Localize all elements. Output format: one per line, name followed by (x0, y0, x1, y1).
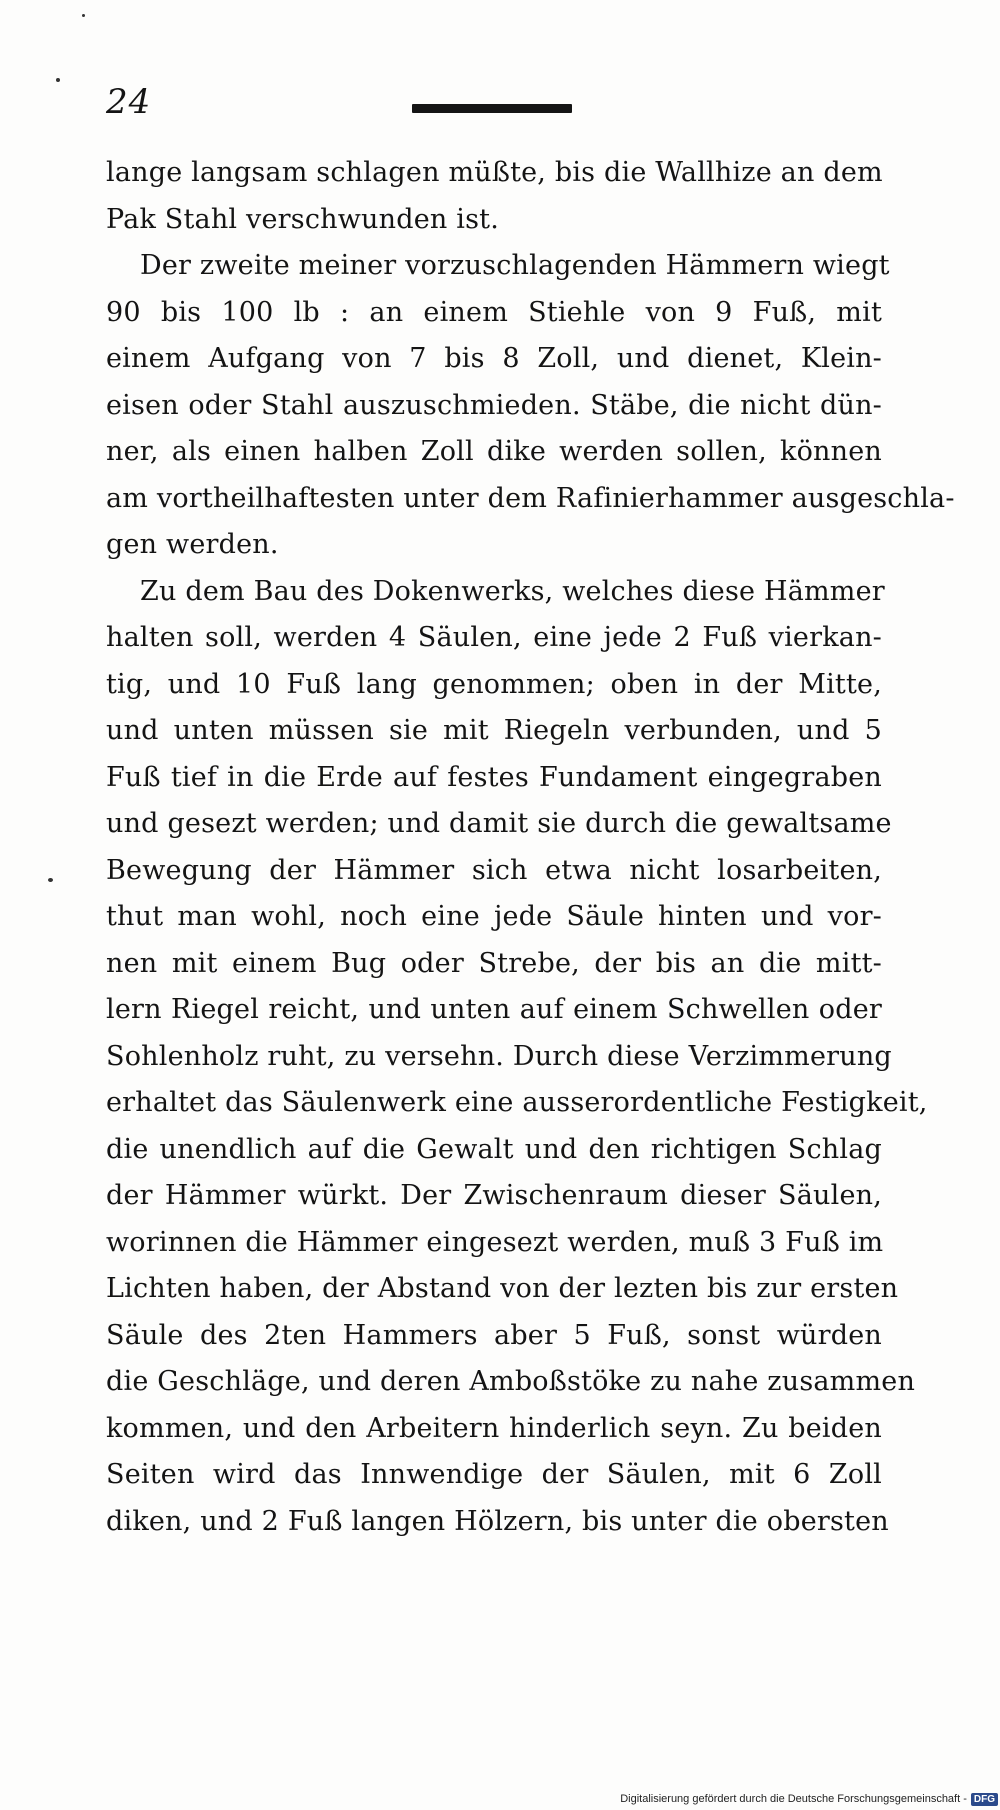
text-line: eisen oder Stahl auszuschmieden. Stäbe, die nicht dün- (106, 389, 882, 421)
text-line: die unendlich auf die Gewalt und den richtigen Schlag (106, 1133, 882, 1165)
dfg-logo: DFG (971, 1793, 998, 1806)
text-line: Lichten haben, der Abstand von der lezten bis zur ersten (106, 1273, 899, 1304)
text-line: Der zweite meiner vorzuschlagenden Hämmern wiegt (140, 250, 890, 281)
text-line: Sohlenholz ruht, zu versehn. Durch diese Verzimmerung (106, 1040, 892, 1072)
text-line: diken, und 2 Fuß langen Hölzern, bis unter die obersten (106, 1505, 889, 1537)
text-line: und unten müssen sie mit Riegeln verbunden, und 5 (106, 715, 882, 746)
text-line: erhaltet das Säulenwerk eine ausserordentliche Festigkeit, (106, 1087, 928, 1118)
text-line: Bewegung der Hämmer sich etwa nicht losarbeiten, (106, 854, 882, 886)
page-number: 24 (106, 82, 152, 122)
digitization-credit (620, 1790, 998, 1808)
credit-text: Digitalisierung gefördert durch die Deutsche Forschungsgemeinschaft - (620, 1793, 967, 1805)
scan-speck (48, 878, 53, 882)
text-line: Zu dem Bau des Dokenwerks, welches diese Hämmer (140, 575, 885, 607)
text-line: tig, und 10 Fuß lang genommen; oben in der Mitte, (106, 668, 882, 700)
text-line: nen mit einem Bug oder Strebe, der bis an die mitt- (106, 947, 882, 979)
text-line: gen werden. (106, 529, 279, 560)
header-rule (412, 104, 572, 113)
text-line: Seiten wird das Innwendige der Säulen, mit 6 Zoll (106, 1459, 882, 1490)
text-line: der Hämmer würkt. Der Zwischenraum dieser Säulen, (106, 1180, 882, 1211)
text-line: lern Riegel reicht, und unten auf einem Schwellen oder (106, 994, 882, 1025)
text-line: am vortheilhaftesten unter dem Rafinierhammer ausgeschla- (106, 482, 955, 514)
text-line: thut man wohl, noch eine jede Säule hinten und vor- (106, 901, 882, 932)
scan-speck (56, 78, 60, 82)
text-line: worinnen die Hämmer eingesezt werden, muß 3 Fuß im (106, 1226, 884, 1258)
text-line: halten soll, werden 4 Säulen, eine jede 2 Fuß vierkan- (106, 622, 882, 653)
scan-speck (82, 14, 85, 17)
text-line: und gesezt werden; und damit sie durch die gewaltsame (106, 808, 892, 839)
text-line: 90 bis 100 lb : an einem Stiehle von 9 Fuß, mit (106, 296, 882, 328)
text-line: Pak Stahl verschwunden ist. (106, 203, 499, 235)
text-line: einem Aufgang von 7 bis 8 Zoll, und dienet, Klein- (106, 343, 882, 374)
text-line: Fuß tief in die Erde auf festes Fundament eingegraben (106, 761, 882, 793)
body-text (106, 150, 955, 1545)
text-line: lange langsam schlagen müßte, bis die Wallhize an dem (106, 157, 883, 188)
text-line: ner, als einen halben Zoll dike werden sollen, können (106, 436, 882, 467)
text-line: kommen, und den Arbeitern hinderlich seyn. Zu beiden (106, 1412, 882, 1444)
text-line: die Geschläge, und deren Amboßstöke zu nahe zusammen (106, 1366, 916, 1397)
text-line: Säule des 2ten Hammers aber 5 Fuß, sonst würden (106, 1319, 882, 1351)
